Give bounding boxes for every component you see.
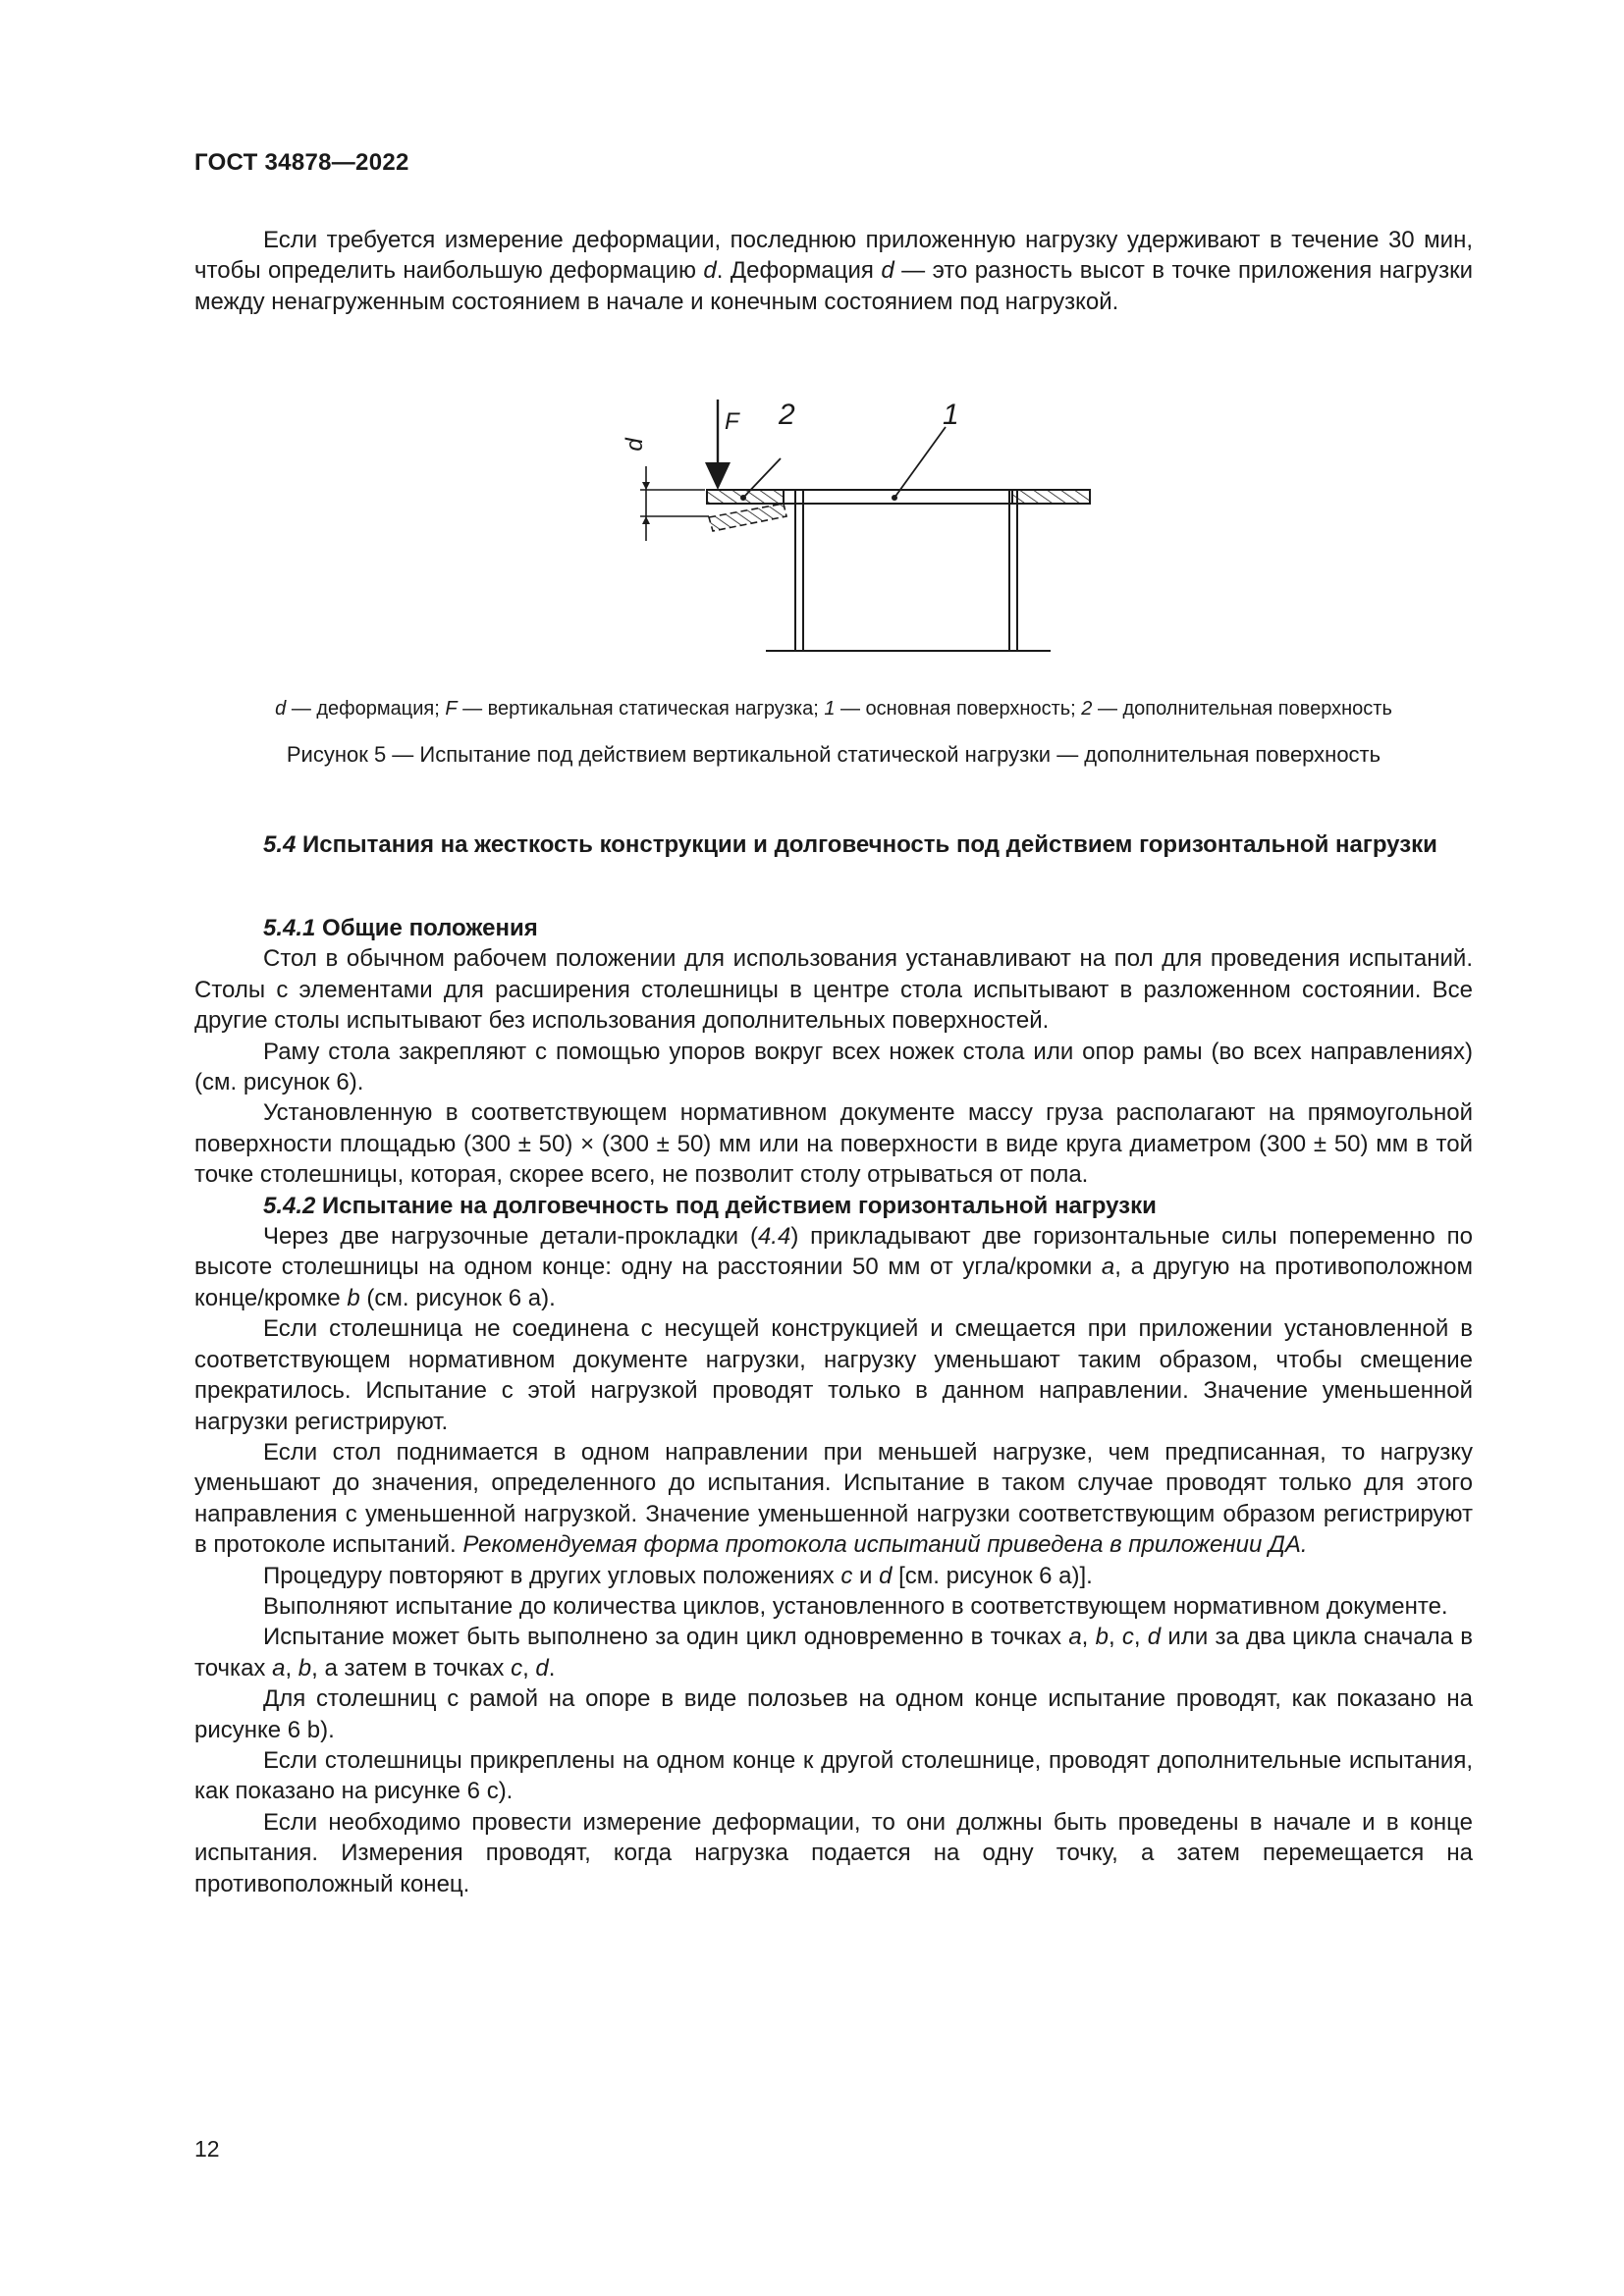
deformation-dimension — [640, 466, 709, 541]
paragraph: Через две нагрузочные детали-прокладки (4.4) прикладывают две горизонтальные силы попеременно по высоте столешницы на одном конце: одну на расстоянии 50 мм от угла/кромки a, а другую на противоположном конце/кромке b (см. рисунок 6 а). — [194, 1223, 1473, 1311]
leader-lines — [743, 427, 946, 498]
paragraph: Для столешниц с рамой на опоре в виде полозьев на одном конце испытание проводят, как показано на рисунке 6 b). — [194, 1685, 1473, 1743]
paragraph: Если необходимо провести измерение деформации, то они должны быть проведены в начале и в конце испытания. Измерения проводят, когда нагрузка подается на одну точку, а затем перемещается на противоположный конец. — [194, 1808, 1473, 1897]
table-frame — [766, 490, 1051, 651]
label-F: F — [725, 408, 739, 435]
paragraph: Установленную в соответствующем нормативном документе массу груза располагают на прямоугольной поверхности площадью (300 ± 50) × (300 ± 50) мм или на поверхности в виде круга диаметром (300 ± 50) мм в той точке столешницы, которая, скорее всего, не позволит столу отрываться от пола. — [194, 1099, 1473, 1189]
figure-5-diagram — [599, 388, 1119, 663]
section-5-4-2-title: 5.4.2 Испытание на долговечность под действием горизонтальной нагрузки — [263, 1192, 1157, 1219]
paragraph: Если столешница не соединена с несущей конструкцией и смещается при приложении установленной в соответствующем нормативном документе нагрузки, нагрузку уменьшают таким образом, чтобы смещение прекратилось. Испытание с этой нагрузкой проводят только в данном направлении. Значение уменьшенной нагрузки регистрируют. — [194, 1315, 1473, 1435]
deflected-surface — [709, 504, 786, 531]
figure-caption: Рисунок 5 — Испытание под действием вертикальной статической нагрузки — дополнительная поверхность — [286, 742, 1381, 767]
paragraph: Выполняют испытание до количества циклов, установленного в соответствующем нормативном документе. — [263, 1592, 1448, 1620]
page-number: 12 — [194, 2136, 220, 2162]
paragraph: Если столешницы прикреплены на одном конце к другой столешнице, проводят дополнительные испытания, как показано на рисунке 6 с). — [194, 1746, 1473, 1805]
section-5-4-body — [194, 913, 1473, 1899]
label-1: 1 — [943, 399, 959, 431]
label-d: d — [622, 438, 648, 452]
intro-paragraph: Если требуется измерение деформации, последнюю приложенную нагрузку удерживают в течение 30 мин, чтобы определить наибольшую деформацию d. Деформация d — это разность высот в точке приложения нагрузки между ненагруженным состоянием в начале и конечным состоянием под нагрузкой. — [194, 227, 1473, 315]
label-2: 2 — [779, 399, 795, 431]
document-header: ГОСТ 34878—2022 — [194, 149, 409, 176]
section-5-4-1-title: 5.4.1 Общие положения — [263, 915, 538, 941]
paragraph: Процедуру повторяют в других угловых положениях c и d [см. рисунок 6 а)]. — [263, 1562, 1093, 1589]
paragraph: Испытание может быть выполнено за один цикл одновременно в точках a, b, c, d или за два цикла сначала в точках a, b, а затем в точках c, d. — [194, 1624, 1473, 1682]
section-5-4-title: 5.4 Испытания на жесткость конструкции и долговечность под действием горизонтальной нагрузки — [263, 831, 1437, 858]
paragraph: Раму стола закрепляют с помощью упоров вокруг всех ножек стола или опор рамы (во всех направлениях) (см. рисунок 6). — [194, 1038, 1473, 1096]
additional-surface-right — [1012, 490, 1090, 504]
paragraph: Если стол поднимается в одном направлении при меньшей нагрузке, чем предписанная, то нагрузку уменьшают до значения, определенного до испытания. Испытание в таком случае проводят только для этого направления с уменьшенной нагрузкой. Значение уменьшенной нагрузки соответствующим образом регистрируют в протоколе испытаний. Рекомендуемая форма протокола испытаний приведена в приложении ДА. — [194, 1438, 1473, 1559]
paragraph: Стол в обычном рабочем положении для использования устанавливают на пол для проведения испытаний. Столы с элементами для расширения столешницы в центре стола испытывают в разложенном состоянии. Все другие столы испытывают без использования дополнительных поверхностей. — [194, 945, 1473, 1035]
intro-text — [194, 225, 1473, 317]
figure-legend: d — деформация; F — вертикальная статическая нагрузка; 1 — основная поверхность; 2 — дополнительная поверхность — [275, 698, 1392, 720]
